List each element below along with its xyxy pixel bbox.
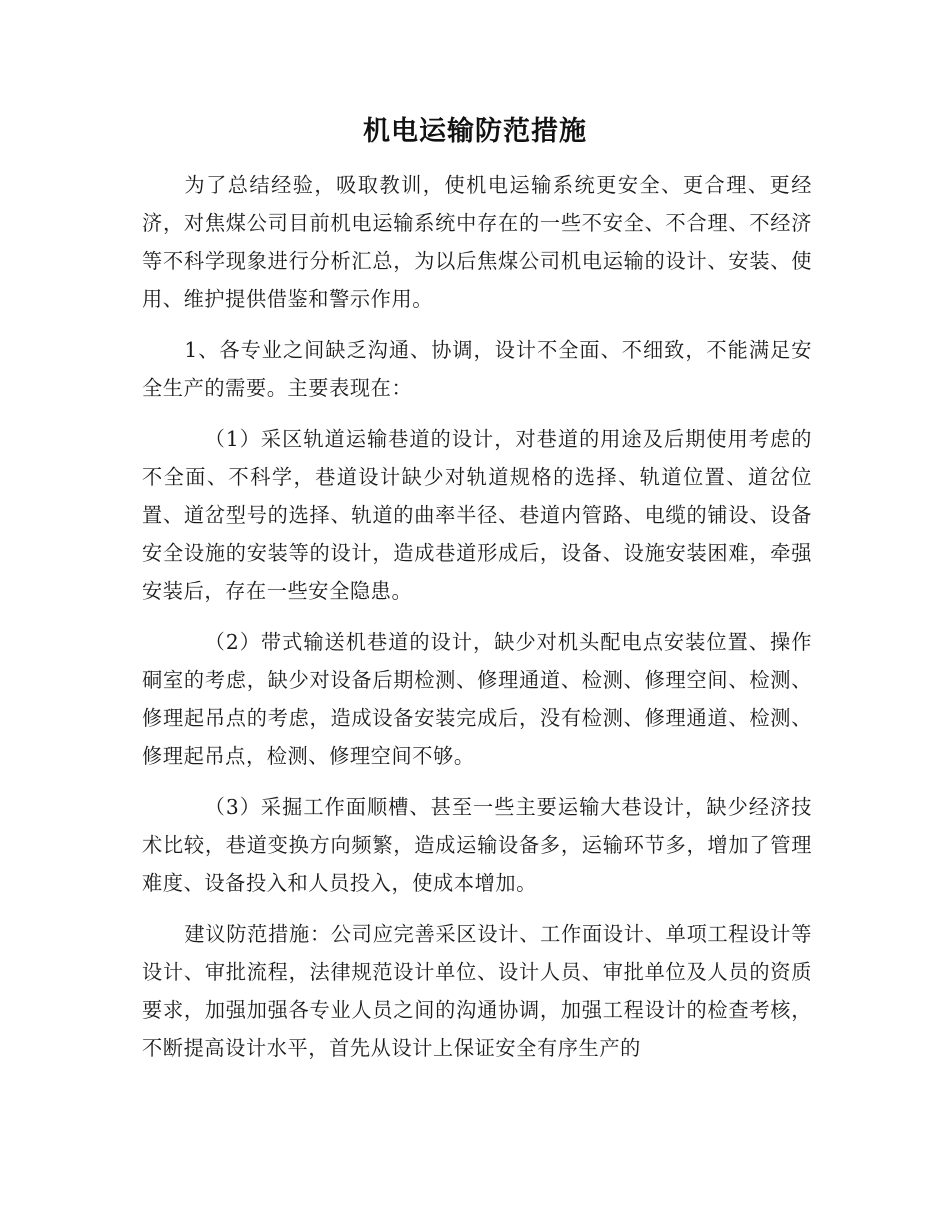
section-1-paragraph: 1、各专业之间缺乏沟通、协调，设计不全面、不细致，不能满足安全生产的需要。主要表现在： [142, 338, 812, 400]
item-2-paragraph: （2）带式输送机巷道的设计，缺少对机头配电点安装位置、操作硐室的考虑，缺少对设备后期检测、修理通道、检测、修理空间、检测、修理起吊点的考虑，造成设备安装完成后，没有检测、修理通道、检测、修理起吊点，检测、修理空间不够。 [142, 630, 812, 768]
document-title: 机电运输防范措施 [363, 116, 587, 147]
item-1-paragraph: （1）采区轨道运输巷道的设计，对巷道的用途及后期使用考虑的不全面、不科学，巷道设计缺少对轨道规格的选择、轨道位置、道岔位置、道岔型号的选择、轨道的曲率半径、巷道内管路、电缆的铺设、设备安全设施的安装等的设计，造成巷道形成后，设备、设施安装困难，牵强安装后，存在一些安全隐患。 [142, 427, 812, 603]
suggestion-paragraph: 建议防范措施：公司应完善采区设计、工作面设计、单项工程设计等设计、审批流程，法律规范设计单位、设计人员、审批单位及人员的资质要求，加强加强各专业人员之间的沟通协调，加强工程设计的检查考核，不断提高设计水平，首先从设计上保证安全有序生产的 [142, 922, 812, 1060]
intro-paragraph: 为了总结经验，吸取教训，使机电运输系统更安全、更合理、更经济，对焦煤公司目前机电运输系统中存在的一些不安全、不合理、不经济等不科学现象进行分析汇总，为以后焦煤公司机电运输的设计、安装、使用、维护提供借鉴和警示作用。 [142, 173, 812, 311]
document-body [142, 166, 812, 1080]
item-3-paragraph: （3）采掘工作面顺槽、甚至一些主要运输大巷设计，缺少经济技术比较，巷道变换方向频繁，造成运输设备多，运输环节多，增加了管理难度、设备投入和人员投入，使成本增加。 [142, 795, 812, 895]
